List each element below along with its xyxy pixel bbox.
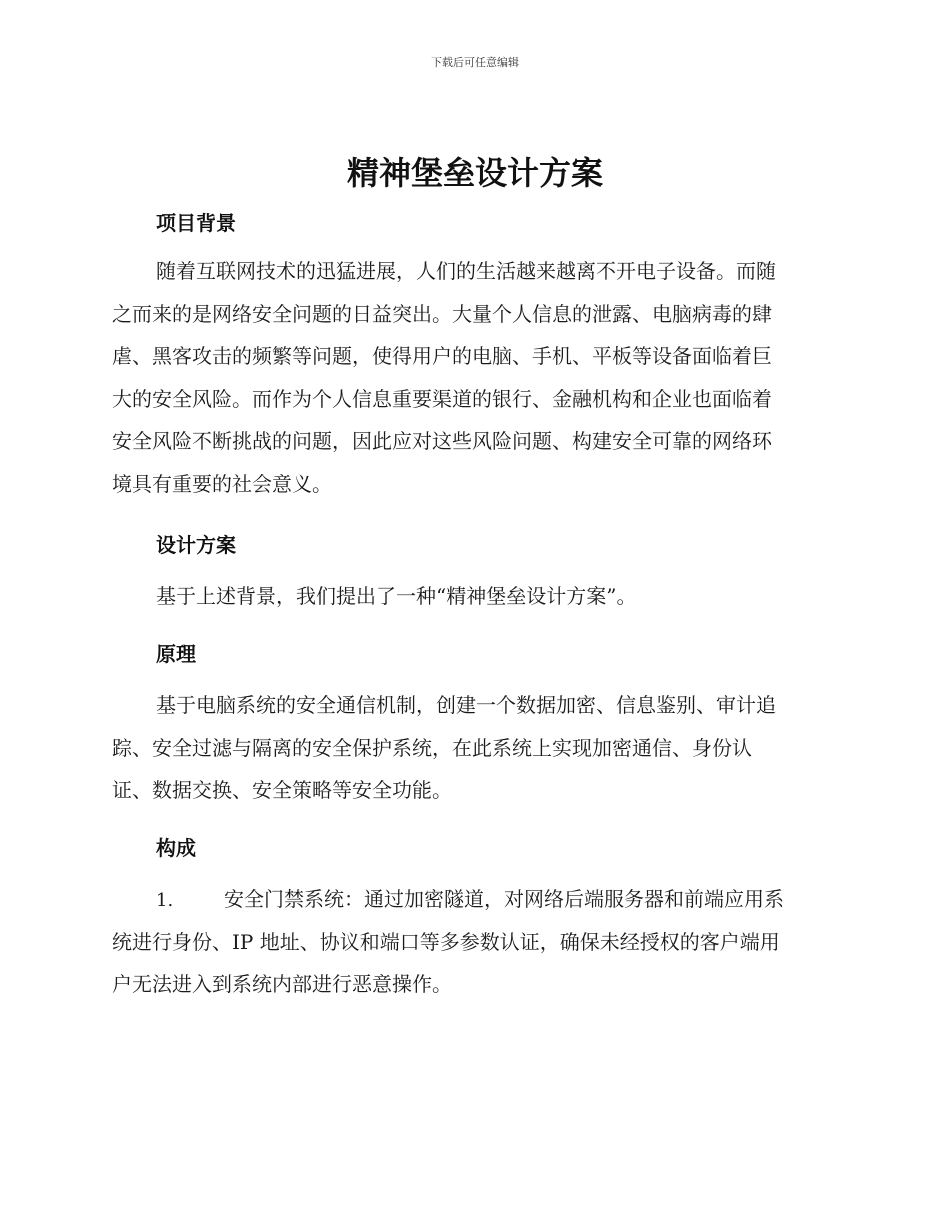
paragraph-line: 之而来的是网络安全问题的日益突出。大量个人信息的泄露、电脑病毒的肆 <box>112 301 772 326</box>
paragraph-line: 统进行身份、IP 地址、协议和端口等多参数认证，确保未经授权的客户端用 <box>112 929 780 954</box>
section-heading-principle: 原理 <box>156 642 196 666</box>
paragraph-line <box>112 878 832 921</box>
list-number: 1. <box>156 890 174 911</box>
paragraph-line: 基于电脑系统的安全通信机制，创建一个数据加密、信息鉴别、审计追 <box>156 693 776 717</box>
paragraph-line: 大的安全风险。而作为个人信息重要渠道的银行、金融机构和企业也面临着 <box>112 386 772 411</box>
list-item-composition-1 <box>112 878 832 1006</box>
header-note: 下载后可任意编辑 <box>431 56 519 69</box>
section-heading-background: 项目背景 <box>156 211 236 235</box>
paragraph-principle <box>112 684 832 812</box>
paragraph-line: 踪、安全过滤与隔离的安全保护系统，在此系统上实现加密通信、身份认 <box>112 735 752 760</box>
paragraph-line: 虐、黑客攻击的频繁等问题，使得用户的电脑、手机、平板等设备面临着巨 <box>112 344 772 368</box>
paragraph-line: 证、数据交换、安全策略等安全功能。 <box>112 778 452 802</box>
paragraph-line: 安全风险不断挑战的问题，因此应对这些风险问题、构建安全可靠的网络环 <box>112 429 772 453</box>
paragraph-design <box>112 575 832 618</box>
paragraph-line: 随着互联网技术的迅猛进展，人们的生活越来越离不开电子设备。而随 <box>156 259 776 283</box>
section-heading-design: 设计方案 <box>156 533 236 557</box>
paragraph-background <box>112 250 832 505</box>
section-heading-composition: 构成 <box>156 836 196 860</box>
list-item-text: 安全门禁系统：通过加密隧道，对网络后端服务器和前端应用系 <box>224 887 784 911</box>
paragraph-line: 户无法进入到系统内部进行恶意操作。 <box>112 972 452 996</box>
document-title: 精神堡垒设计方案 <box>346 154 603 192</box>
paragraph-line: 境具有重要的社会意义。 <box>112 471 332 496</box>
paragraph-line: 基于上述背景，我们提出了一种“精神堡垒设计方案”。 <box>156 584 637 608</box>
